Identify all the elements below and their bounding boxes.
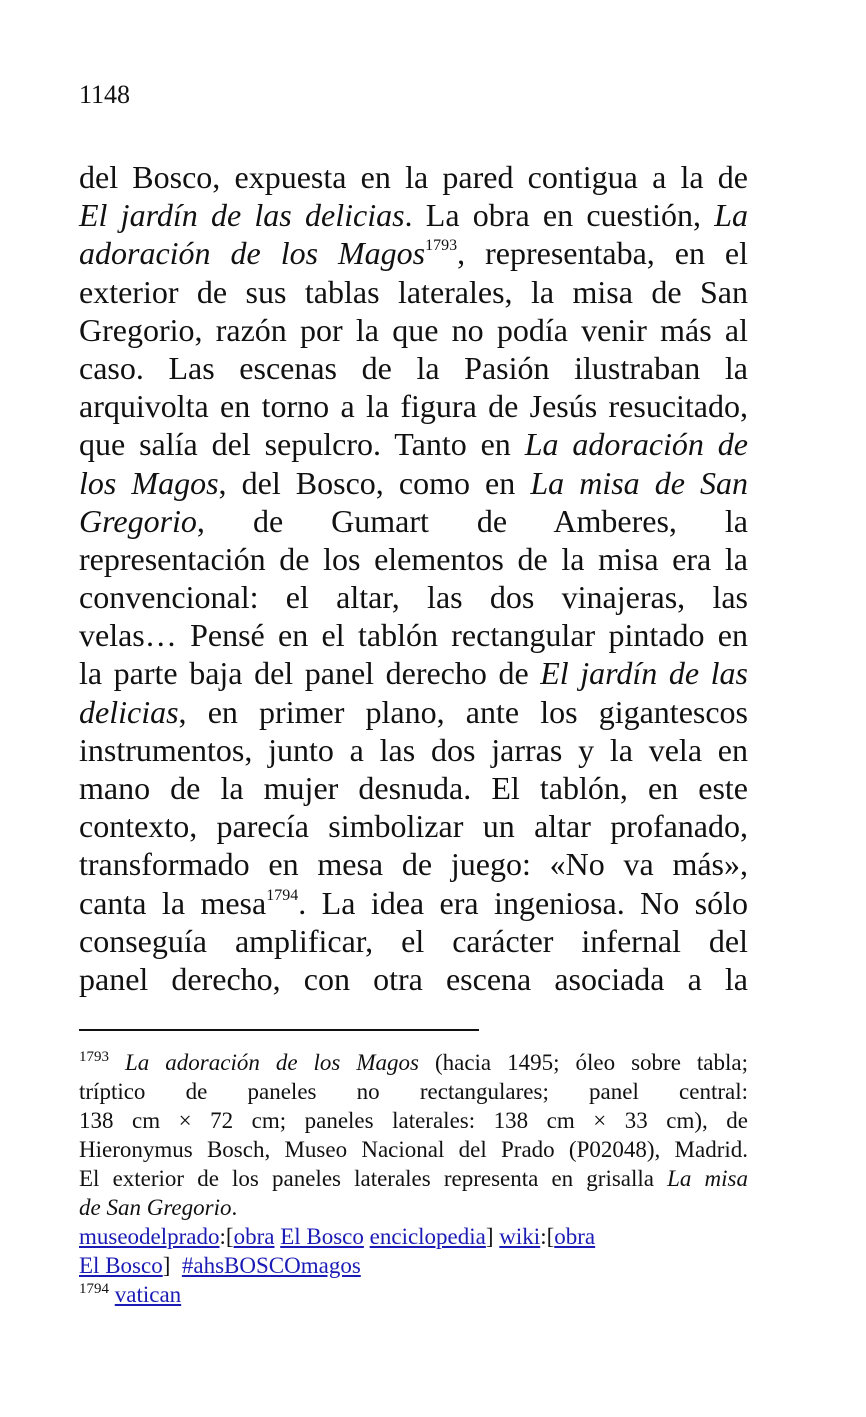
vatican-link[interactable]: vatican (114, 1282, 182, 1307)
hashtag-link[interactable]: #ahsBOSCOmagos (181, 1253, 361, 1278)
body-line: del Bosco, expuesta en la pared contigua a la de (79, 159, 748, 195)
footnote-mark: 1794 (79, 1281, 109, 1297)
wiki-links: wiki:[obra (499, 1224, 596, 1249)
footnote-divider (79, 1029, 479, 1031)
body-line: canta la mesa$^{1794}$. La idea era ingeniosa. No sólo (79, 884, 749, 921)
museodelprado-link[interactable]: museodelprado (79, 1224, 220, 1249)
footnote-line: Hieronymus Bosch, Museo Nacional del Prado (P02048), Madrid. (79, 1137, 748, 1162)
body-line: convencional: el altar, las dos vinajeras, las (79, 579, 748, 616)
body-line: arquivolta en torno a la figura de Jesús resucitado, (79, 388, 748, 425)
footnote-line: tríptico de paneles no rectangulares; panel central: (79, 1079, 748, 1104)
footnotes (79, 1048, 748, 1309)
footnote-line: El exterior de los paneles laterales representa en grisalla La misa (79, 1166, 748, 1191)
body-line: conseguía amplificar, el carácter infernal del (79, 922, 748, 959)
footnote-line: 138 cm × 72 cm; paneles laterales: 138 cm × 33 cm), de (79, 1108, 748, 1133)
body-line: la parte baja del panel derecho de El jardín de las (79, 655, 749, 692)
footnote-line (79, 1280, 748, 1309)
body-line: que salía del sepulcro. Tanto en La adoración de (79, 426, 749, 463)
body-line: caso. Las escenas de la Pasión ilustraban la (79, 349, 748, 386)
footnote-links-row (79, 1222, 748, 1251)
body-line: adoración de los Magos$^{1793}$, representaba, en el (79, 235, 749, 272)
body-line: delicias, en primer plano, ante los gigantescos (79, 693, 748, 730)
footnote-line: El Bosco] #ahsBOSCOmagos (79, 1253, 361, 1278)
body-line: contexto, parecía simbolizar un altar profanado, (79, 808, 748, 845)
body-line: Gregorio, de Gumart de Amberes, la (79, 502, 748, 539)
body-line: instrumentos, junto a las dos jarras y la vela en (79, 731, 748, 768)
museo-links: museodelprado:[obra (79, 1224, 275, 1249)
wiki-obra-link[interactable]: obra (554, 1224, 596, 1249)
page-number: 1148 (79, 80, 131, 109)
body-line: Gregorio, razón por la que no podía venir más al (79, 311, 748, 348)
footnote-mark: 1793 (79, 1049, 109, 1065)
body-line: los Magos, del Bosco, como en La misa de San (79, 464, 748, 501)
wiki-link[interactable]: wiki (499, 1224, 541, 1249)
footnote-ref: 1793 (425, 237, 458, 255)
wiki-el-bosco-link[interactable]: El Bosco (79, 1253, 163, 1278)
body-line: exterior de sus tablas laterales, la misa de San (79, 273, 748, 310)
obra-link[interactable]: obra (233, 1224, 275, 1249)
el-bosco-link[interactable]: El Bosco (280, 1224, 364, 1249)
footnote-line: $^{1793}$ La adoración de los Magos (hacia 1495; óleo sobre tabla; (79, 1049, 748, 1075)
footnote-ref: 1794 (266, 886, 299, 904)
enciclopedia-link[interactable]: enciclopedia (369, 1224, 486, 1249)
body-line: El jardín de las delicias. La obra en cuestión, La (79, 197, 749, 234)
footnote-line: de San Gregorio. (79, 1195, 238, 1220)
body-line: mano de la mujer desnuda. El tablón, en este (79, 770, 748, 806)
body-text (79, 158, 748, 998)
body-line: velas… Pensé en el tablón rectangular pintado en (79, 617, 748, 654)
body-line: representación de los elementos de la misa era la (79, 540, 748, 577)
body-line: panel derecho, con otra escena asociada a la (79, 960, 748, 997)
body-line: transformado en mesa de juego: «No va más», (79, 846, 748, 883)
enciclopedia-group: enciclopedia] (369, 1224, 494, 1249)
